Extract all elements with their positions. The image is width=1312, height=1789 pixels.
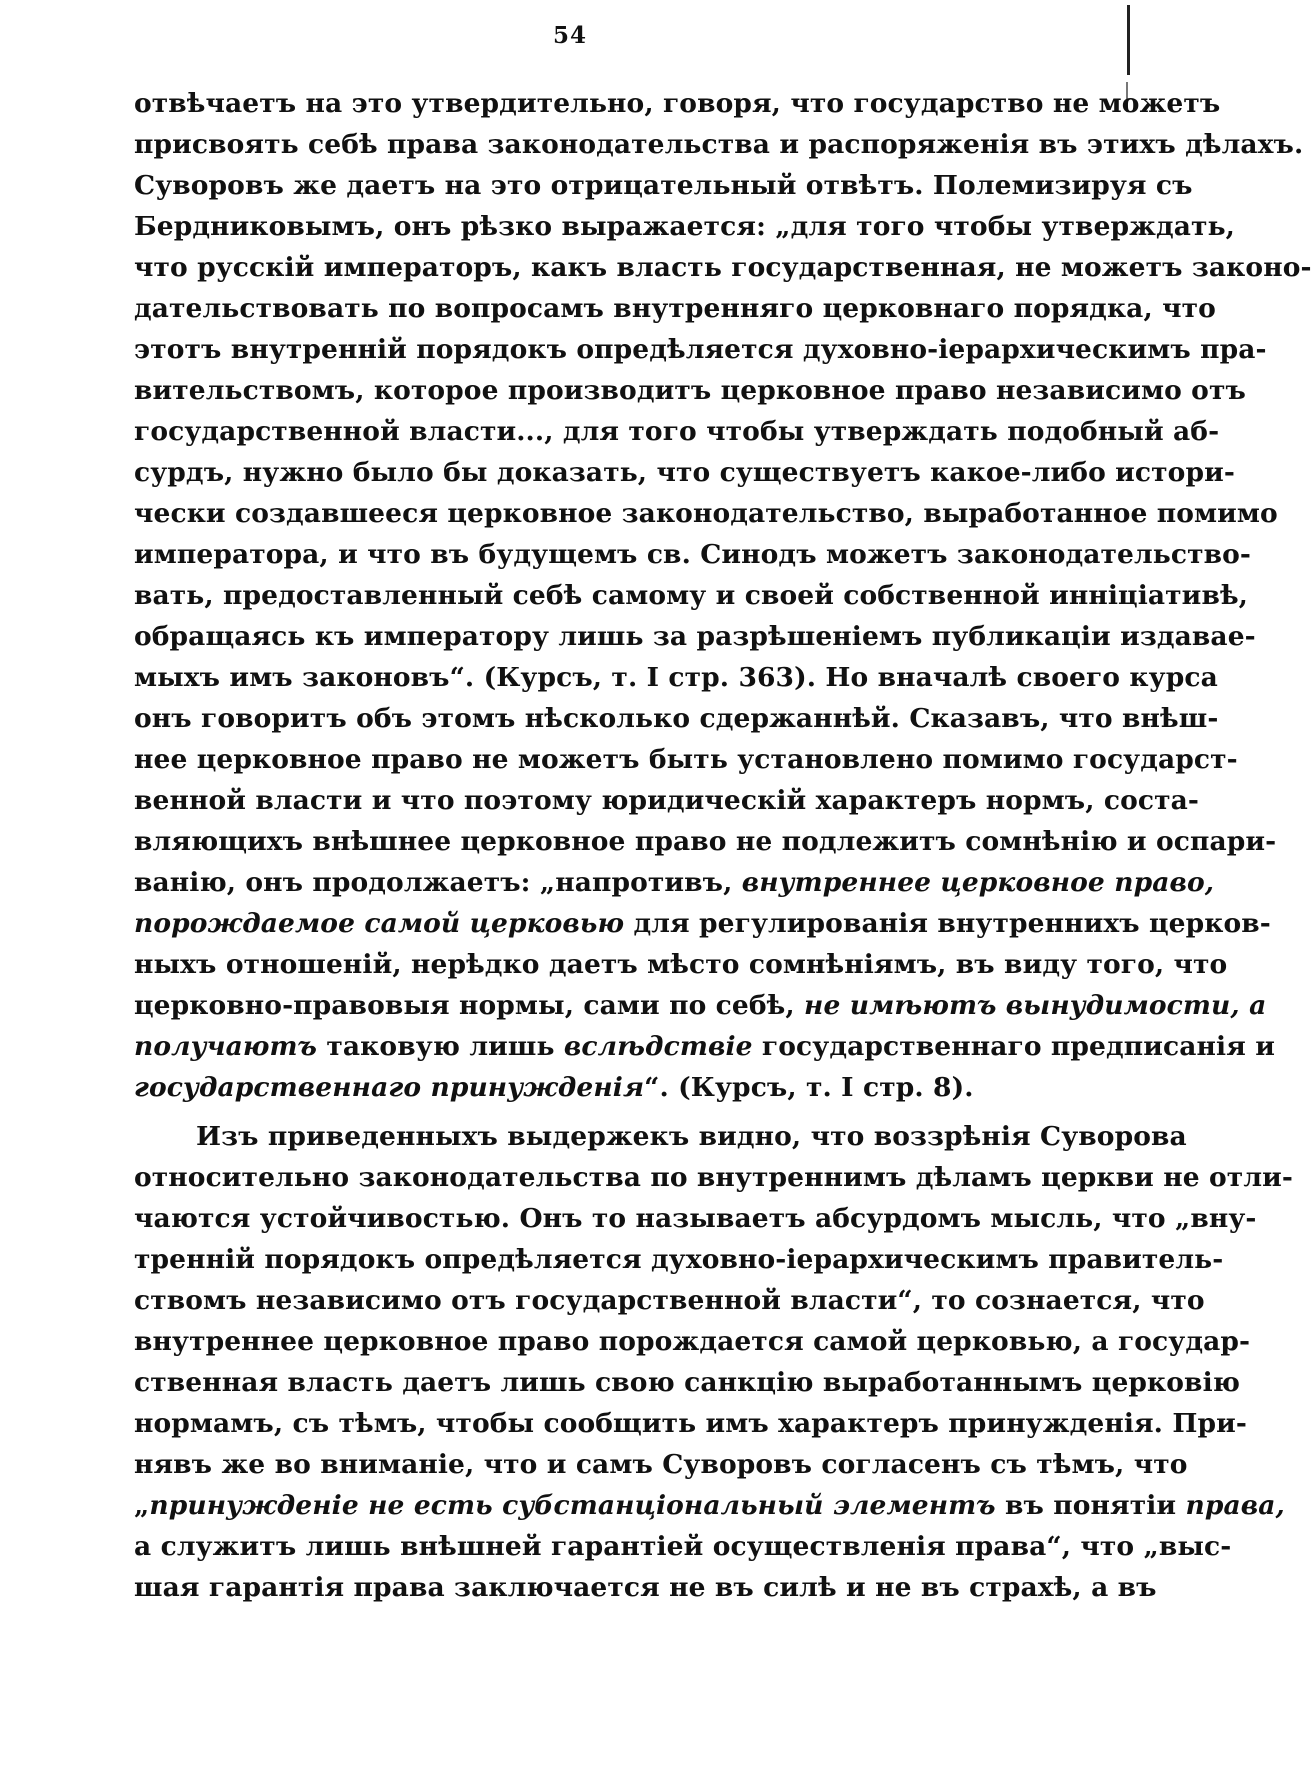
text-line xyxy=(134,1067,1079,1108)
text-line xyxy=(134,1116,1187,1157)
italic-span: получаютъ xyxy=(134,1031,318,1062)
text-span: ванію, онъ продолжаетъ: „напротивъ, xyxy=(134,867,742,898)
text-span: тренній порядокъ опредѣляется духовно-іерархическимъ правитель- xyxy=(134,1244,1224,1275)
text-line xyxy=(134,575,1249,616)
text-line xyxy=(134,1239,1224,1280)
text-line xyxy=(134,1403,1247,1444)
italic-span: принужденіе не есть субстанціональный элементъ xyxy=(149,1490,996,1521)
text-line xyxy=(134,1444,1188,1485)
text-span: чески создавшееся церковное законодательство, выработанное помимо xyxy=(134,498,1278,529)
text-line xyxy=(134,1198,1257,1239)
text-span: что русскій императоръ, какъ власть государственная, не можетъ законо- xyxy=(134,252,1312,283)
text-span: сурдъ, нужно было бы доказать, что существуетъ какое-либо истори- xyxy=(134,457,1235,488)
text-span: относительно законодательства по внутреннимъ дѣламъ церкви не отли- xyxy=(134,1162,1293,1193)
text-line xyxy=(134,903,1271,944)
text-line xyxy=(134,206,1235,247)
text-span: “. (Курсъ, т. I стр. 8). xyxy=(644,1072,974,1103)
text-line xyxy=(134,739,1238,780)
text-line xyxy=(134,821,1277,862)
text-line xyxy=(134,698,1219,739)
text-line xyxy=(134,411,1220,452)
text-span: внутреннее церковное право порождается самой церковью, а государ- xyxy=(134,1326,1251,1357)
text-line xyxy=(134,1280,1205,1321)
text-span: вать, предоставленный себѣ самому и своей собственной инніціативѣ, xyxy=(134,580,1249,611)
text-line xyxy=(134,1485,1285,1526)
text-span: для регулированія внутреннихъ церков- xyxy=(624,908,1271,939)
text-span: Суворовъ же даетъ на это отрицательный отвѣтъ. Полемизируя съ xyxy=(134,170,1193,201)
text-line xyxy=(134,329,1267,370)
text-span: церковно-правовыя нормы, сами по себѣ, xyxy=(134,990,805,1021)
text-line xyxy=(134,83,1221,124)
text-span: вляющихъ внѣшнее церковное право не подлежитъ сомнѣнію и оспари- xyxy=(134,826,1277,857)
italic-span: внутреннее церковное право, xyxy=(741,867,1215,898)
text-span: ныхъ отношеній, нерѣдко даетъ мѣсто сомнѣніямъ, въ виду того, что xyxy=(134,949,1228,980)
body-text xyxy=(134,83,1312,1608)
text-line xyxy=(134,247,1312,288)
text-span: а служитъ лишь внѣшней гарантіей осуществленія права“, что „выс- xyxy=(134,1531,1232,1562)
text-line xyxy=(134,985,1267,1026)
text-line xyxy=(134,944,1228,985)
text-span: нее церковное право не можетъ быть установлено помимо государст- xyxy=(134,744,1238,775)
text-span: Бердниковымъ, онъ рѣзко выражается: „для того чтобы утверждать, xyxy=(134,211,1235,242)
paragraph-2 xyxy=(134,1108,1293,1608)
text-line xyxy=(134,1157,1293,1198)
text-span: государственной власти..., для того чтобы утверждать подобный аб- xyxy=(134,416,1220,447)
text-line xyxy=(134,1526,1232,1567)
text-line xyxy=(134,1362,1241,1403)
text-span: мыхъ имъ законовъ“. (Курсъ, т. I стр. 363). Но вначалѣ своего курса xyxy=(134,662,1218,693)
text-line xyxy=(134,452,1235,493)
italic-span: порождаемое самой церковью xyxy=(134,908,625,939)
text-line xyxy=(134,1567,1157,1608)
text-line xyxy=(134,862,1215,903)
text-span: таковую лишь xyxy=(317,1031,564,1062)
text-span: чаются устойчивостью. Онъ то называетъ абсурдомъ мысль, что „вну- xyxy=(134,1203,1257,1234)
text-span: императора, и что въ будущемъ св. Синодъ можетъ законодательство- xyxy=(134,539,1252,570)
text-span: обращаясь къ императору лишь за разрѣшеніемъ публикаціи издавае- xyxy=(134,621,1256,652)
text-span: дательствовать по вопросамъ внутренняго церковнаго порядка, что xyxy=(134,293,1216,324)
text-span: нявъ же во вниманіе, что и самъ Суворовъ согласенъ съ тѣмъ, что xyxy=(134,1449,1188,1480)
page-number: 54 xyxy=(552,22,587,49)
text-span: венной власти и что поэтому юридическій характеръ нормъ, соста- xyxy=(134,785,1199,816)
text-line xyxy=(134,370,1246,411)
text-line xyxy=(134,493,1278,534)
text-line xyxy=(134,534,1252,575)
text-span: присвоять себѣ права законодательства и распоряженія въ этихъ дѣлахъ. xyxy=(134,129,1304,160)
italic-span: не имѣютъ вынудимости, а xyxy=(804,990,1267,1021)
italic-span: права, xyxy=(1185,1490,1285,1521)
text-span: этотъ внутренній порядокъ опредѣляется духовно-іерархическимъ пра- xyxy=(134,334,1267,365)
text-line xyxy=(134,616,1256,657)
italic-span: государственнаго принужденія xyxy=(134,1072,645,1103)
paragraph-1 xyxy=(134,83,1312,1108)
text-span: Изъ приведенныхъ выдержекъ видно, что воззрѣнія Суворова xyxy=(196,1121,1187,1152)
text-span: ственная власть даетъ лишь свою санкцію выработаннымъ церковію xyxy=(134,1367,1241,1398)
text-line xyxy=(134,165,1193,206)
text-line xyxy=(134,1026,1275,1067)
italic-span: вслѣдствіе xyxy=(563,1031,753,1062)
text-line xyxy=(134,124,1304,165)
text-line xyxy=(134,657,1218,698)
text-span: шая гарантія права заключается не въ силѣ и не въ страхѣ, а въ xyxy=(134,1572,1157,1603)
paragraph-gap xyxy=(134,1108,1079,1116)
text-span: ствомъ независимо отъ государственной власти“, то сознается, что xyxy=(134,1285,1205,1316)
text-line xyxy=(134,1321,1251,1362)
text-span: „ xyxy=(134,1490,150,1521)
text-span: государственнаго предписанія и xyxy=(752,1031,1275,1062)
text-span: онъ говоритъ объ этомъ нѣсколько сдержаннѣй. Сказавъ, что внѣш- xyxy=(134,703,1219,734)
text-line xyxy=(134,780,1199,821)
text-line xyxy=(134,288,1216,329)
text-span: нормамъ, съ тѣмъ, чтобы сообщить имъ характеръ принужденія. При- xyxy=(134,1408,1247,1439)
text-span: отвѣчаетъ на это утвердительно, говоря, что государство не можетъ xyxy=(134,88,1221,119)
text-span: въ понятіи xyxy=(995,1490,1186,1521)
text-span: вительствомъ, которое производитъ церковное право независимо отъ xyxy=(134,375,1246,406)
